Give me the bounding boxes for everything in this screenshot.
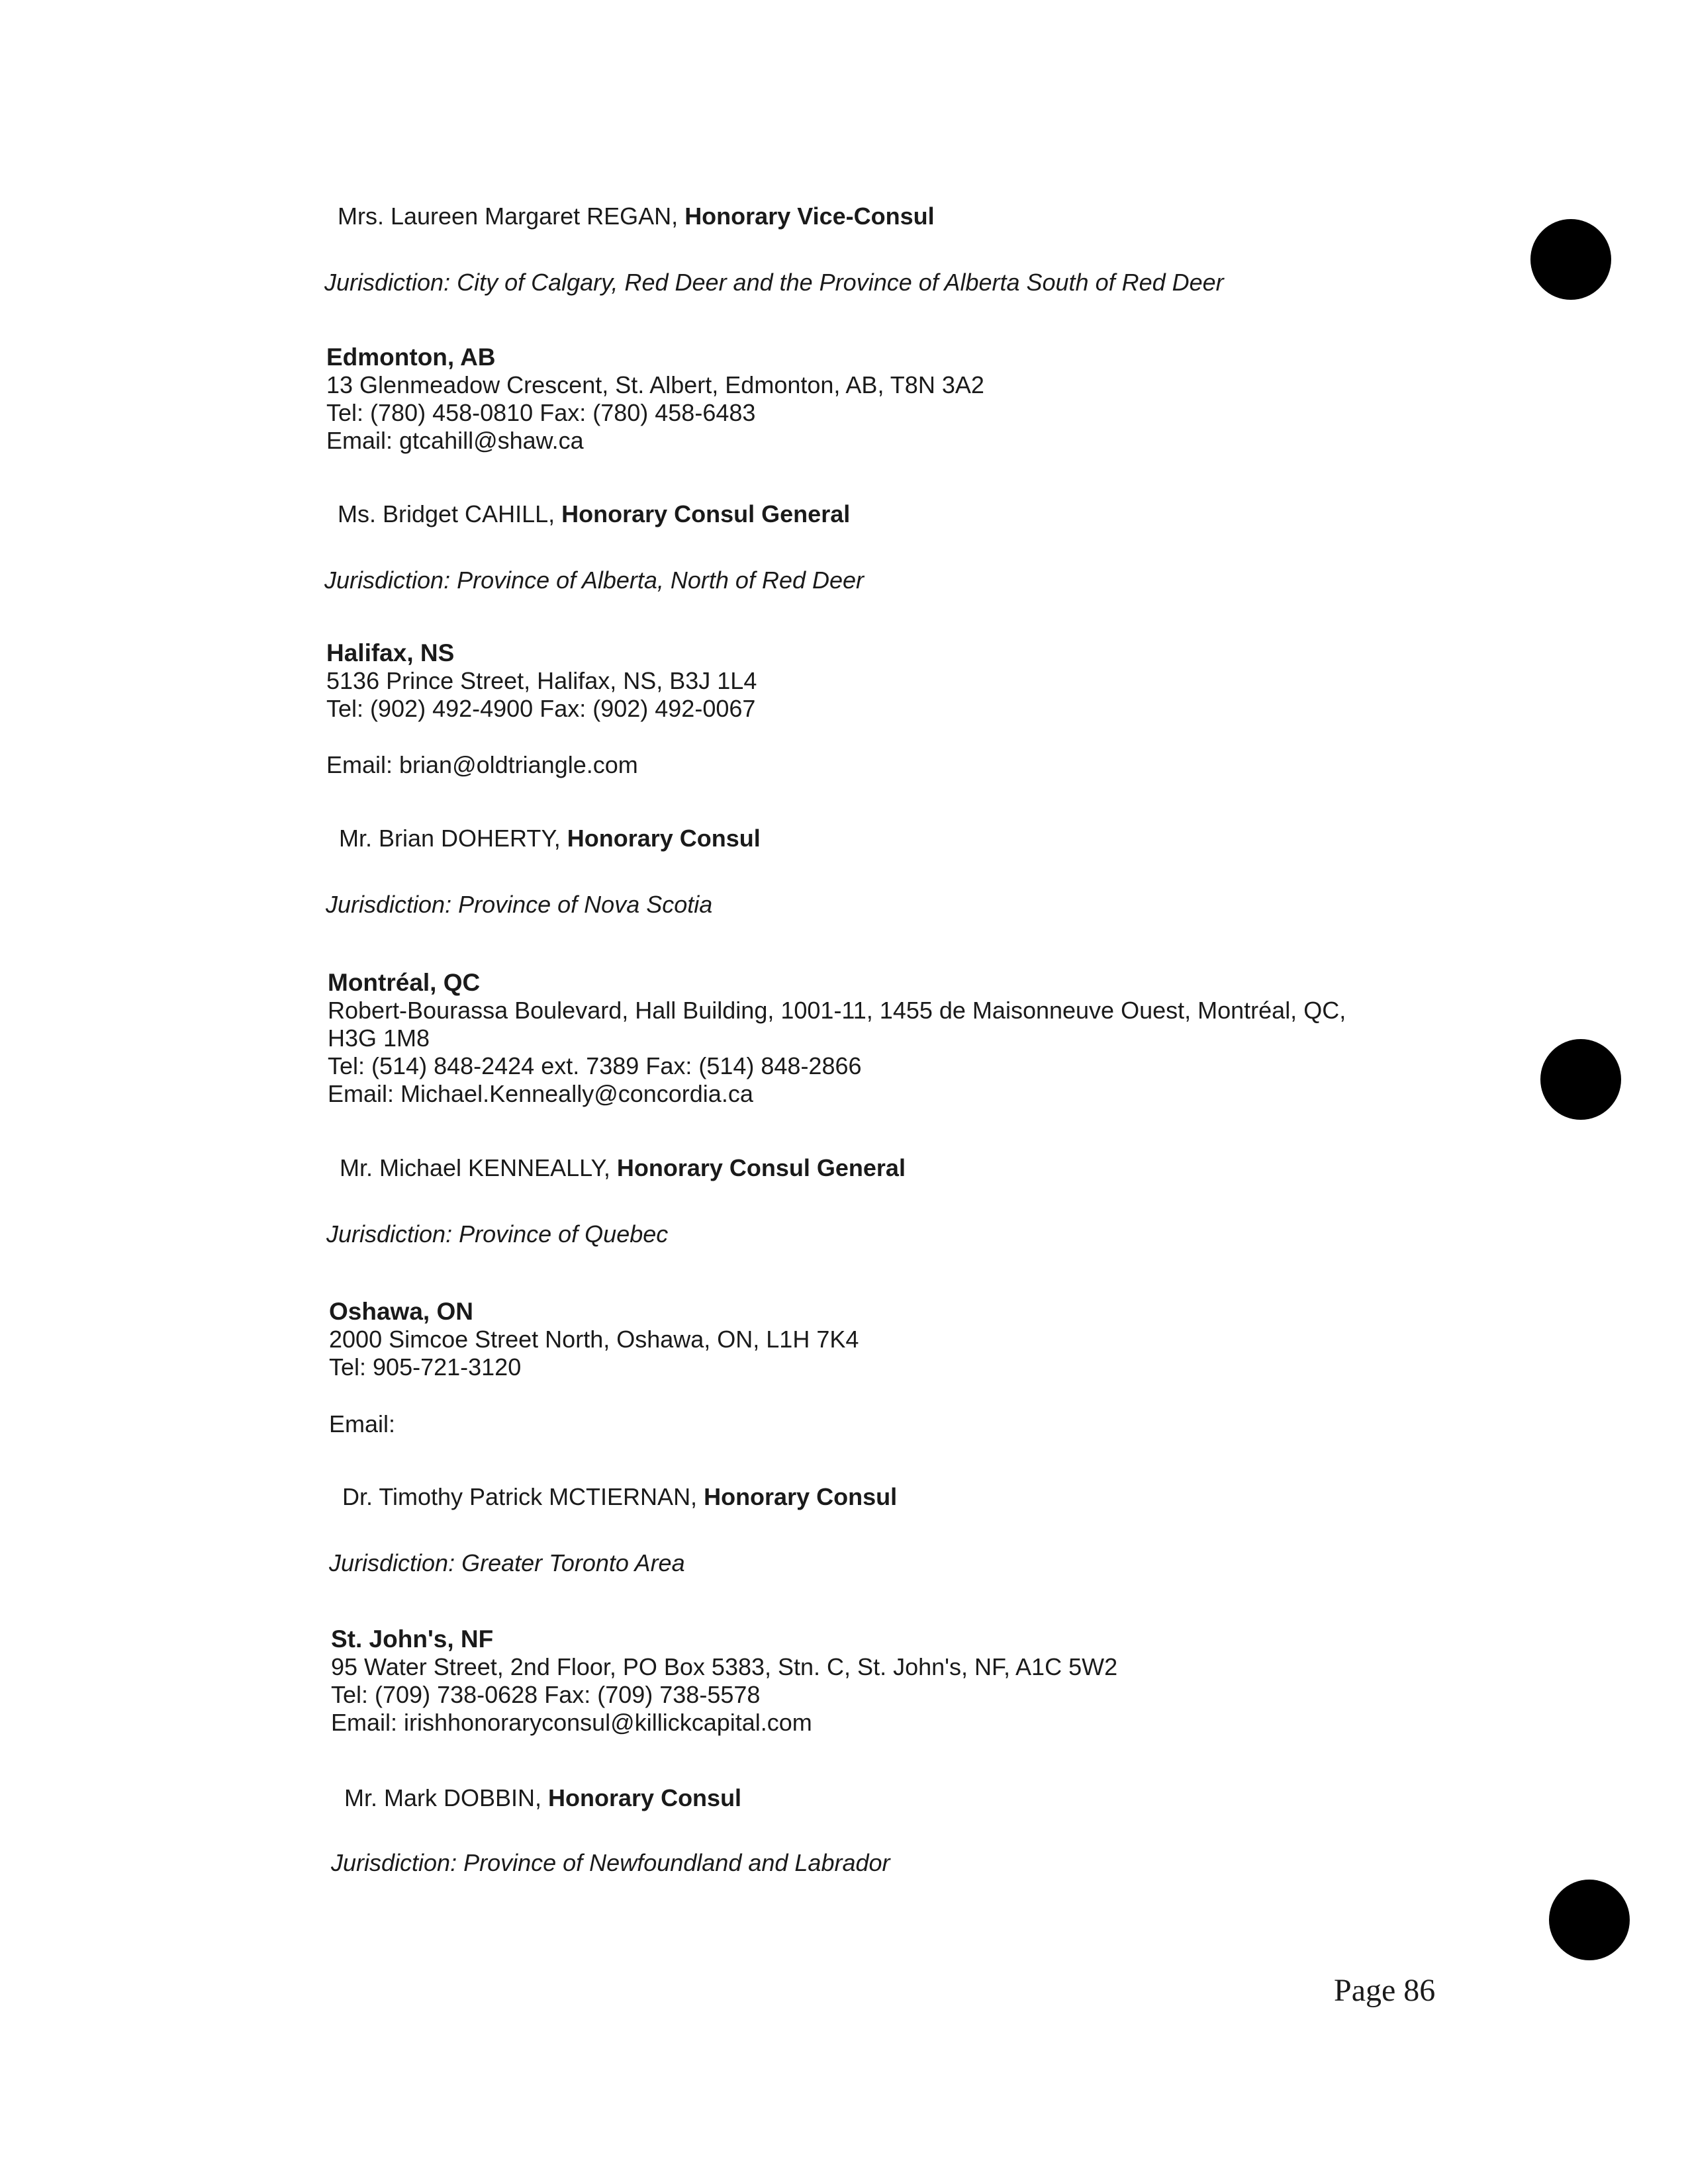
consul-title: Honorary Consul General bbox=[561, 500, 851, 527]
punch-hole-icon bbox=[1549, 1880, 1630, 1960]
consul-name-line: Mrs. Laureen Margaret REGAN, Honorary Vice-Consul bbox=[338, 203, 935, 230]
consul-title: Honorary Vice-Consul bbox=[684, 203, 935, 230]
jurisdiction-line: Jurisdiction: Province of Alberta, North of Red Deer bbox=[324, 567, 865, 594]
city-heading: Halifax, NS bbox=[326, 639, 455, 666]
tel-fax-line: Tel: (709) 738-0628 Fax: (709) 738-5578 bbox=[331, 1681, 761, 1708]
email-line: Email: Michael.Kenneally@concordia.ca bbox=[328, 1080, 753, 1107]
city-heading: Edmonton, AB bbox=[326, 343, 496, 371]
email-line: Email: irishhonoraryconsul@killickcapital.com bbox=[331, 1709, 812, 1736]
city-heading: St. John's, NF bbox=[331, 1625, 494, 1653]
email-line: Email: brian@oldtriangle.com bbox=[326, 751, 638, 778]
consul-title: Honorary Consul bbox=[567, 825, 761, 852]
consul-name-line: Dr. Timothy Patrick MCTIERNAN, Honorary Consul bbox=[342, 1483, 898, 1510]
address-line: 2000 Simcoe Street North, Oshawa, ON, L1H 7K4 bbox=[329, 1326, 859, 1353]
punch-hole-icon bbox=[1530, 219, 1611, 300]
email-line: Email: bbox=[329, 1410, 396, 1437]
address-line: 13 Glenmeadow Crescent, St. Albert, Edmonton, AB, T8N 3A2 bbox=[326, 371, 984, 398]
tel-fax-line: Tel: (780) 458-0810 Fax: (780) 458-6483 bbox=[326, 399, 756, 426]
address-line: 95 Water Street, 2nd Floor, PO Box 5383, Stn. C, St. John's, NF, A1C 5W2 bbox=[331, 1653, 1118, 1680]
punch-hole-icon bbox=[1540, 1039, 1621, 1120]
city-heading: Montréal, QC bbox=[328, 969, 481, 996]
consul-name-line: Mr. Brian DOHERTY, Honorary Consul bbox=[339, 825, 761, 852]
jurisdiction-line: Jurisdiction: City of Calgary, Red Deer and the Province of Alberta South of Red Deer bbox=[324, 269, 1224, 296]
jurisdiction-line: Jurisdiction: Province of Newfoundland and Labrador bbox=[331, 1849, 890, 1876]
consul-title: Honorary Consul General bbox=[616, 1154, 906, 1181]
consul-name-line: Ms. Bridget CAHILL, Honorary Consul General bbox=[338, 500, 851, 527]
consul-title: Honorary Consul bbox=[704, 1483, 898, 1510]
city-heading: Oshawa, ON bbox=[329, 1298, 473, 1325]
email-line: Email: gtcahill@shaw.ca bbox=[326, 427, 584, 454]
jurisdiction-line: Jurisdiction: Greater Toronto Area bbox=[329, 1549, 685, 1576]
jurisdiction-line: Jurisdiction: Province of Quebec bbox=[326, 1220, 669, 1248]
tel-fax-line: Tel: (514) 848-2424 ext. 7389 Fax: (514) 848-2866 bbox=[328, 1052, 862, 1079]
tel-fax-line: Tel: 905-721-3120 bbox=[329, 1353, 522, 1381]
page-number: Page 86 bbox=[1334, 1973, 1436, 2008]
address-line: H3G 1M8 bbox=[328, 1024, 430, 1052]
address-line: 5136 Prince Street, Halifax, NS, B3J 1L4 bbox=[326, 667, 757, 694]
consul-name-line: Mr. Mark DOBBIN, Honorary Consul bbox=[344, 1784, 742, 1811]
jurisdiction-line: Jurisdiction: Province of Nova Scotia bbox=[326, 891, 713, 918]
consul-title: Honorary Consul bbox=[548, 1784, 742, 1811]
address-line: Robert-Bourassa Boulevard, Hall Building, 1001-11, 1455 de Maisonneuve Ouest, Montréal, QC, bbox=[328, 997, 1346, 1024]
tel-fax-line: Tel: (902) 492-4900 Fax: (902) 492-0067 bbox=[326, 695, 756, 722]
consul-name-line: Mr. Michael KENNEALLY, Honorary Consul General bbox=[340, 1154, 906, 1181]
